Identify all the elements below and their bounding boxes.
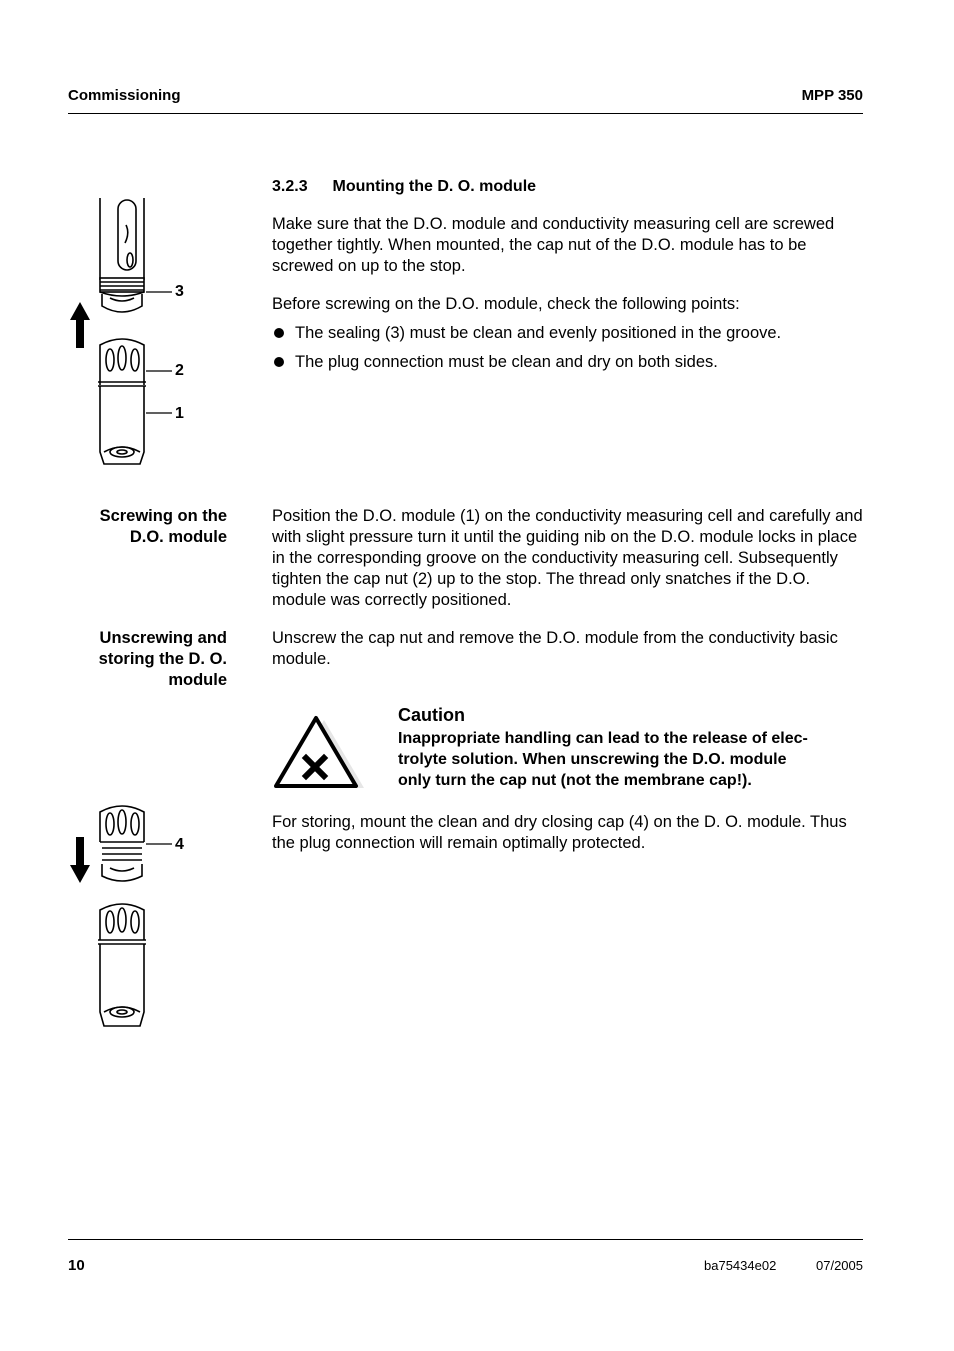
callout-1: 1 xyxy=(175,405,184,422)
page-number: 10 xyxy=(68,1257,85,1274)
mounting-figure xyxy=(60,190,200,475)
unscrewing-paragraph: Unscrew the cap nut and remove the D.O. module from the conductivity basic module. xyxy=(272,629,838,668)
arrow-up-icon xyxy=(70,302,90,348)
bullet-text: The sealing (3) must be clean and evenly positioned in the groove. xyxy=(295,324,782,342)
header-section-title: Commissioning xyxy=(68,87,181,104)
caution-text: Inappropriate handling can lead to the release of elec- trolyte solution. When unscrewing the D.O. module only turn the cap nut (not the membrane cap!). xyxy=(398,730,808,789)
section-number: 3.2.3 xyxy=(272,178,308,195)
intro-paragraph: Make sure that the D.O. module and conductivity measuring cell are screwed together tightly. When mounted, the cap nut of the D.O. module has to be screwed on up to the stop. xyxy=(272,215,835,275)
do-module-icon xyxy=(98,339,146,464)
arrow-down-icon xyxy=(70,837,90,883)
screwing-heading: Screwing on the D.O. module xyxy=(99,507,227,546)
header-product-name: MPP 350 xyxy=(801,87,863,104)
screwing-paragraph: Position the D.O. module (1) on the conductivity measuring cell and carefully and with slight pressure turn it until the guiding nib on the D.O. module locks in place in the corresponding groove on the conductivity measuring cell. Subsequently tighten the cap nut (2) up to the stop. The thread only snatches if the D.O. module was correctly positioned. xyxy=(272,507,863,609)
callout-4: 4 xyxy=(175,836,184,853)
callout-2: 2 xyxy=(175,362,184,379)
section-title: Mounting the D. O. module xyxy=(332,178,537,195)
document-date: 07/2005 xyxy=(816,1258,863,1273)
harmful-warning-icon xyxy=(272,712,364,792)
document-id: ba75434e02 xyxy=(704,1258,777,1273)
closing-cap-icon xyxy=(100,806,144,881)
bullet-dot-icon xyxy=(274,328,284,338)
unscrewing-heading: Unscrewing and storing the D. O. module xyxy=(98,629,227,689)
bullet-dot-icon xyxy=(274,357,284,367)
footer-rule xyxy=(68,1239,863,1240)
header-rule xyxy=(68,113,863,114)
callout-3: 3 xyxy=(175,283,184,300)
section-heading xyxy=(272,178,536,196)
conductivity-cell-icon xyxy=(100,198,144,312)
bullet-text: The plug connection must be clean and dry on both sides. xyxy=(295,353,718,371)
caution-title: Caution xyxy=(398,705,465,725)
check-lead-paragraph: Before screwing on the D.O. module, check the following points: xyxy=(272,295,740,313)
storing-paragraph: For storing, mount the clean and dry closing cap (4) on the D. O. module. Thus the plug connection will remain optimally protected. xyxy=(272,813,847,852)
do-module-icon xyxy=(98,904,146,1026)
